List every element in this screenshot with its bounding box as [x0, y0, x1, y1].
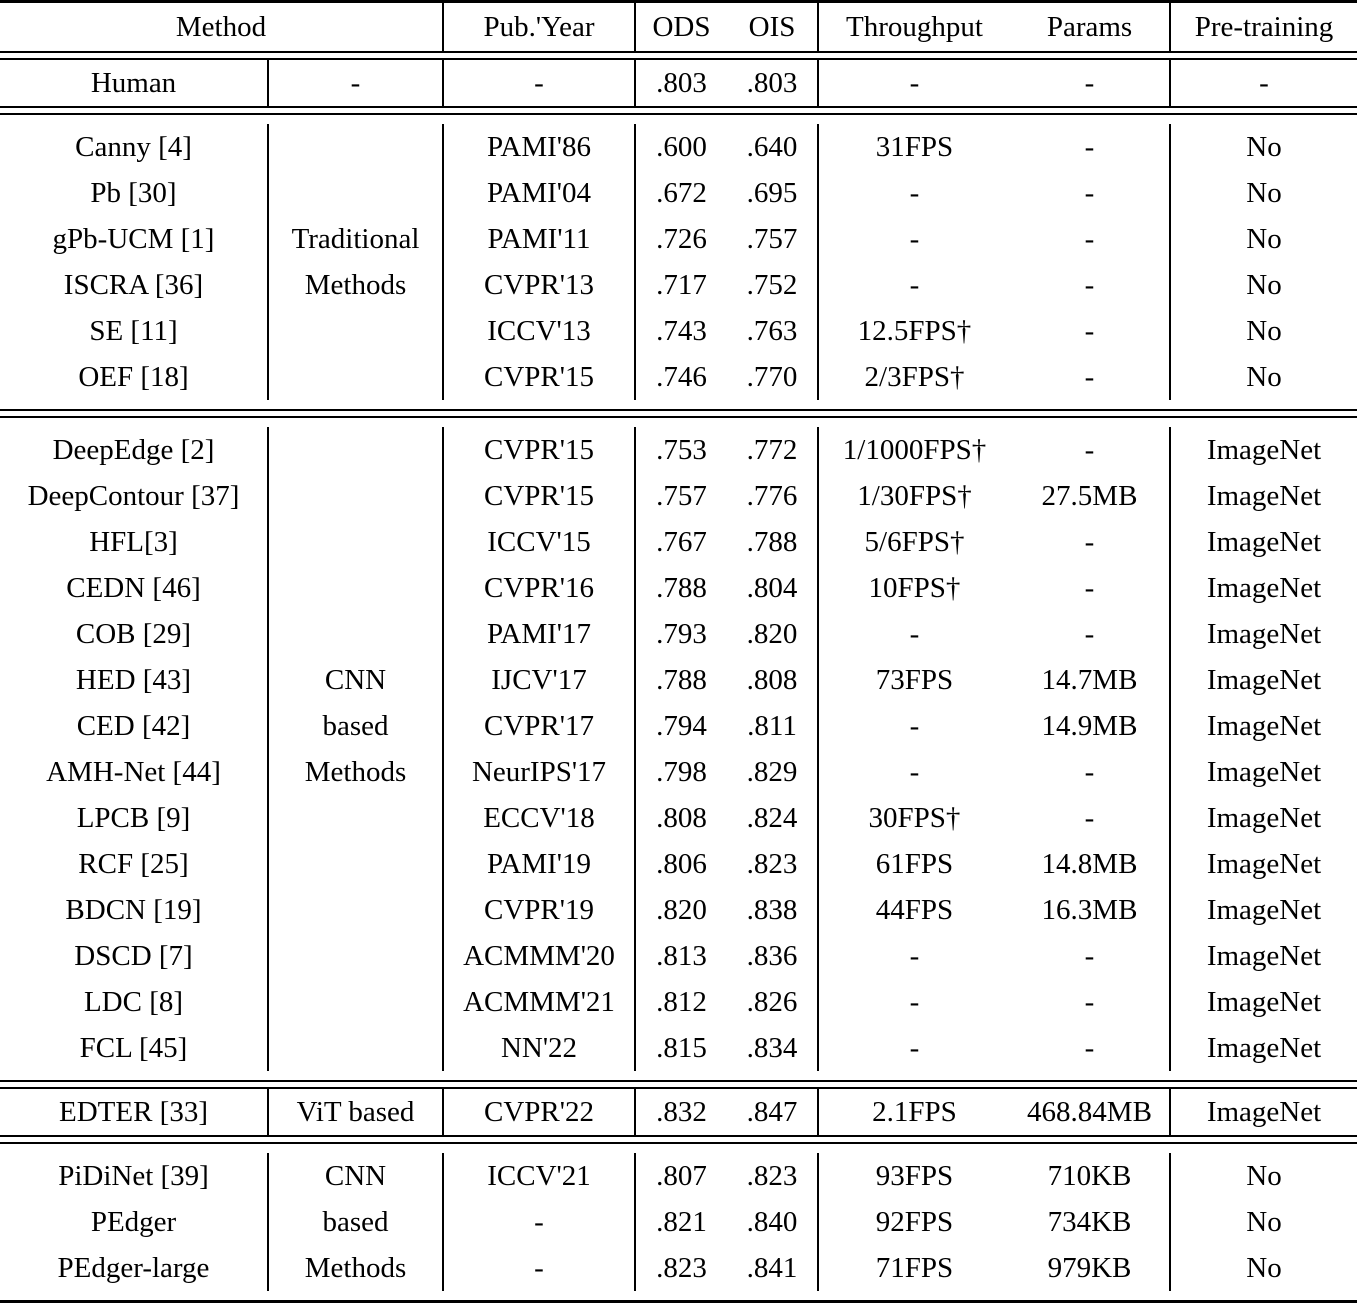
cell-category-empty	[268, 565, 443, 611]
cell-pretraining: No	[1170, 262, 1357, 308]
cell-pub-year: PAMI'04	[443, 170, 635, 216]
cell-pub-year: IJCV'17	[443, 657, 635, 703]
cell-ods: .808	[635, 795, 727, 841]
cell-method: CEDN [46]	[0, 565, 268, 611]
cell-params: -	[1010, 795, 1170, 841]
header-bottom-rule	[0, 52, 1357, 59]
cell-ods: .717	[635, 262, 727, 308]
cell-throughput: -	[818, 170, 1010, 216]
cell-method: DeepContour [37]	[0, 473, 268, 519]
cell-method: OEF [18]	[0, 354, 268, 400]
cell-throughput: -	[818, 1025, 1010, 1071]
cell-ois: .840	[727, 1199, 818, 1245]
cell-params: -	[1010, 427, 1170, 473]
cell-params: 468.84MB	[1010, 1088, 1170, 1136]
table-row	[0, 565, 1357, 611]
table-row	[0, 657, 1357, 703]
cell-ois: .829	[727, 749, 818, 795]
rule-cell	[0, 107, 1357, 114]
cell-pub-year: -	[443, 1199, 635, 1245]
cell-category: Methods	[268, 262, 443, 308]
cell-ois: .757	[727, 216, 818, 262]
cell-params: 734KB	[1010, 1199, 1170, 1245]
cell-pretraining: ImageNet	[1170, 519, 1357, 565]
cell-throughput: 10FPS†	[818, 565, 1010, 611]
cell-pub-year: CVPR'19	[443, 887, 635, 933]
cell-ods: .672	[635, 170, 727, 216]
cell-category: CNN	[268, 1153, 443, 1199]
cell-method: DeepEdge [2]	[0, 427, 268, 473]
table-row	[0, 611, 1357, 657]
cell-category: Traditional	[268, 216, 443, 262]
table-row	[0, 473, 1357, 519]
cell-pretraining: ImageNet	[1170, 657, 1357, 703]
cell-params: -	[1010, 749, 1170, 795]
cell-pretraining: No	[1170, 1245, 1357, 1291]
cell-category: based	[268, 703, 443, 749]
cell-params: 710KB	[1010, 1153, 1170, 1199]
cell-ois: .772	[727, 427, 818, 473]
cell-method: CED [42]	[0, 703, 268, 749]
cell-ods: .753	[635, 427, 727, 473]
cell-category-empty	[268, 170, 443, 216]
cell-ods: .743	[635, 308, 727, 354]
cell-params: 16.3MB	[1010, 887, 1170, 933]
table-row	[0, 1153, 1357, 1199]
cell-throughput: 2/3FPS†	[818, 354, 1010, 400]
cell-throughput: -	[818, 979, 1010, 1025]
cell-pretraining: ImageNet	[1170, 933, 1357, 979]
cell-ods: .600	[635, 124, 727, 170]
column-header-ods: ODS	[635, 3, 727, 52]
cell-ois: .788	[727, 519, 818, 565]
cell-method: LDC [8]	[0, 979, 268, 1025]
cell-ois: .770	[727, 354, 818, 400]
cell-method: HFL[3]	[0, 519, 268, 565]
cell-category: Methods	[268, 1245, 443, 1291]
cell-category-empty	[268, 841, 443, 887]
cell-method: AMH-Net [44]	[0, 749, 268, 795]
cell-ods: .813	[635, 933, 727, 979]
cell-pretraining: No	[1170, 354, 1357, 400]
column-header-pretraining: Pre-training	[1170, 3, 1357, 52]
cell-ois: .763	[727, 308, 818, 354]
cell-throughput: 1/1000FPS†	[818, 427, 1010, 473]
cell-method: LPCB [9]	[0, 795, 268, 841]
cell-ods: .807	[635, 1153, 727, 1199]
cell-throughput: -	[818, 703, 1010, 749]
cell-pub-year: CVPR'13	[443, 262, 635, 308]
cell-pub-year: CVPR'15	[443, 354, 635, 400]
cell-ois: .803	[727, 59, 818, 107]
cell-method: Pb [30]	[0, 170, 268, 216]
cell-ods: .821	[635, 1199, 727, 1245]
rule-cell	[0, 1143, 1357, 1153]
cell-params: -	[1010, 1025, 1170, 1071]
cell-method: EDTER [33]	[0, 1088, 268, 1136]
cell-throughput: 1/30FPS†	[818, 473, 1010, 519]
cell-pretraining: No	[1170, 170, 1357, 216]
table-row	[0, 979, 1357, 1025]
cell-ois: .752	[727, 262, 818, 308]
cell-method: BDCN [19]	[0, 887, 268, 933]
cell-ods: .806	[635, 841, 727, 887]
cell-pretraining: No	[1170, 216, 1357, 262]
cell-method: ISCRA [36]	[0, 262, 268, 308]
cell-category-empty	[268, 354, 443, 400]
rule-cell	[0, 1071, 1357, 1081]
cell-category: CNN	[268, 657, 443, 703]
column-header-ois: OIS	[727, 3, 818, 52]
cell-pub-year: ECCV'18	[443, 795, 635, 841]
column-header-method: Method	[0, 3, 443, 52]
rule-cell	[0, 114, 1357, 124]
cell-ods: .726	[635, 216, 727, 262]
cell-method: SE [11]	[0, 308, 268, 354]
cell-ois: .834	[727, 1025, 818, 1071]
cell-ods: .757	[635, 473, 727, 519]
cell-pub-year: CVPR'15	[443, 427, 635, 473]
cell-ois: .820	[727, 611, 818, 657]
group-bottom-gap-cnn	[0, 1071, 1357, 1081]
cell-pub-year: -	[443, 59, 635, 107]
cell-pretraining: ImageNet	[1170, 473, 1357, 519]
cell-pretraining: ImageNet	[1170, 565, 1357, 611]
cell-ois: .823	[727, 841, 818, 887]
cell-category: ViT based	[268, 1088, 443, 1136]
cell-category-empty	[268, 611, 443, 657]
cell-params: 14.9MB	[1010, 703, 1170, 749]
cell-ods: .798	[635, 749, 727, 795]
cell-throughput: -	[818, 216, 1010, 262]
table-row	[0, 841, 1357, 887]
cell-params: -	[1010, 611, 1170, 657]
cell-ois: .808	[727, 657, 818, 703]
cell-category-empty	[268, 124, 443, 170]
cell-params: -	[1010, 979, 1170, 1025]
group-separator-traditional	[0, 410, 1357, 417]
cell-ods: .832	[635, 1088, 727, 1136]
cell-pub-year: CVPR'17	[443, 703, 635, 749]
cell-pub-year: ICCV'13	[443, 308, 635, 354]
cell-method: Canny [4]	[0, 124, 268, 170]
cell-pretraining: ImageNet	[1170, 795, 1357, 841]
cell-method: gPb-UCM [1]	[0, 216, 268, 262]
cell-throughput: 93FPS	[818, 1153, 1010, 1199]
rule-cell	[0, 400, 1357, 410]
table-row	[0, 354, 1357, 400]
cell-params: -	[1010, 170, 1170, 216]
cell-pub-year: ICCV'15	[443, 519, 635, 565]
cell-pretraining: ImageNet	[1170, 611, 1357, 657]
cell-category-empty	[268, 979, 443, 1025]
table-row	[0, 1025, 1357, 1071]
cell-pretraining: ImageNet	[1170, 427, 1357, 473]
group-top-gap-cnn	[0, 417, 1357, 427]
cell-throughput: 5/6FPS†	[818, 519, 1010, 565]
cell-throughput: 71FPS	[818, 1245, 1010, 1291]
group-top-gap-traditional	[0, 114, 1357, 124]
cell-pub-year: -	[443, 1245, 635, 1291]
cell-pub-year: NN'22	[443, 1025, 635, 1071]
cell-throughput: -	[818, 933, 1010, 979]
table-row	[0, 216, 1357, 262]
cell-ois: .804	[727, 565, 818, 611]
table-row	[0, 262, 1357, 308]
cell-pretraining: ImageNet	[1170, 887, 1357, 933]
table-row	[0, 933, 1357, 979]
cell-pub-year: PAMI'11	[443, 216, 635, 262]
cell-category: Methods	[268, 749, 443, 795]
group-separator-vit	[0, 1136, 1357, 1143]
cell-throughput: 31FPS	[818, 124, 1010, 170]
cell-throughput: 61FPS	[818, 841, 1010, 887]
cell-category-empty	[268, 308, 443, 354]
cell-throughput: 73FPS	[818, 657, 1010, 703]
table-header-row	[0, 3, 1357, 52]
cell-pretraining: No	[1170, 308, 1357, 354]
cell-category-empty	[268, 933, 443, 979]
table-row	[0, 1088, 1357, 1136]
group-bottom-gap-ours	[0, 1291, 1357, 1302]
cell-ods: .746	[635, 354, 727, 400]
cell-params: -	[1010, 216, 1170, 262]
table-row	[0, 795, 1357, 841]
cell-ois: .695	[727, 170, 818, 216]
cell-throughput: -	[818, 749, 1010, 795]
cell-ois: .640	[727, 124, 818, 170]
cell-ois: .824	[727, 795, 818, 841]
cell-category-empty	[268, 887, 443, 933]
table-row	[0, 1245, 1357, 1291]
cell-params: 979KB	[1010, 1245, 1170, 1291]
cell-ods: .812	[635, 979, 727, 1025]
table-row	[0, 59, 1357, 107]
cell-throughput: 44FPS	[818, 887, 1010, 933]
cell-method: FCL [45]	[0, 1025, 268, 1071]
cell-ois: .823	[727, 1153, 818, 1199]
cell-params: -	[1010, 308, 1170, 354]
cell-category-empty	[268, 795, 443, 841]
table-row	[0, 519, 1357, 565]
cell-throughput: 30FPS†	[818, 795, 1010, 841]
cell-throughput: -	[818, 262, 1010, 308]
table-row	[0, 703, 1357, 749]
cell-ois: .847	[727, 1088, 818, 1136]
cell-pub-year: PAMI'19	[443, 841, 635, 887]
cell-method: PEdger-large	[0, 1245, 268, 1291]
cell-pub-year: NeurIPS'17	[443, 749, 635, 795]
cell-params: -	[1010, 262, 1170, 308]
table-row	[0, 887, 1357, 933]
cell-throughput: 12.5FPS†	[818, 308, 1010, 354]
cell-ois: .811	[727, 703, 818, 749]
cell-method: DSCD [7]	[0, 933, 268, 979]
cell-pub-year: CVPR'16	[443, 565, 635, 611]
column-header-throughput: Throughput	[818, 3, 1010, 52]
cell-pretraining: No	[1170, 1153, 1357, 1199]
cell-pretraining: No	[1170, 1199, 1357, 1245]
cell-category-empty	[268, 519, 443, 565]
rule-cell	[0, 1081, 1357, 1088]
cell-ods: .823	[635, 1245, 727, 1291]
column-header-params: Params	[1010, 3, 1170, 52]
cell-method: RCF [25]	[0, 841, 268, 887]
group-separator-cnn	[0, 1081, 1357, 1088]
cell-category: -	[268, 59, 443, 107]
cell-throughput: 2.1FPS	[818, 1088, 1010, 1136]
cell-method: Human	[0, 59, 268, 107]
cell-pub-year: PAMI'86	[443, 124, 635, 170]
cell-params: -	[1010, 59, 1170, 107]
cell-ods: .793	[635, 611, 727, 657]
cell-pub-year: ACMMM'21	[443, 979, 635, 1025]
cell-params: 14.7MB	[1010, 657, 1170, 703]
rule-cell	[0, 1136, 1357, 1143]
rule-cell	[0, 1291, 1357, 1302]
cell-pretraining: ImageNet	[1170, 1088, 1357, 1136]
cell-method: PEdger	[0, 1199, 268, 1245]
table-row	[0, 170, 1357, 216]
cell-ois: .836	[727, 933, 818, 979]
group-separator-human	[0, 107, 1357, 114]
cell-ods: .820	[635, 887, 727, 933]
cell-params: -	[1010, 565, 1170, 611]
table-row	[0, 308, 1357, 354]
cell-method: HED [43]	[0, 657, 268, 703]
cell-throughput: -	[818, 611, 1010, 657]
rule-cell	[0, 410, 1357, 417]
cell-category-empty	[268, 1025, 443, 1071]
cell-ods: .767	[635, 519, 727, 565]
cell-ois: .841	[727, 1245, 818, 1291]
benchmark-table-body	[0, 2, 1357, 1303]
cell-ods: .803	[635, 59, 727, 107]
cell-pub-year: CVPR'15	[443, 473, 635, 519]
cell-params: -	[1010, 354, 1170, 400]
column-header-pub-year: Pub.'Year	[443, 3, 635, 52]
cell-pretraining: ImageNet	[1170, 979, 1357, 1025]
cell-ois: .826	[727, 979, 818, 1025]
cell-pretraining: ImageNet	[1170, 703, 1357, 749]
group-bottom-gap-traditional	[0, 400, 1357, 410]
cell-method: PiDiNet [39]	[0, 1153, 268, 1199]
cell-ods: .788	[635, 565, 727, 611]
cell-pub-year: PAMI'17	[443, 611, 635, 657]
cell-category-empty	[268, 427, 443, 473]
cell-pub-year: ACMMM'20	[443, 933, 635, 979]
cell-params: -	[1010, 124, 1170, 170]
cell-ois: .776	[727, 473, 818, 519]
cell-ods: .815	[635, 1025, 727, 1071]
cell-pretraining: ImageNet	[1170, 749, 1357, 795]
rule-cell	[0, 417, 1357, 427]
table-row	[0, 749, 1357, 795]
cell-params: -	[1010, 519, 1170, 565]
cell-params: 27.5MB	[1010, 473, 1170, 519]
cell-throughput: 92FPS	[818, 1199, 1010, 1245]
cell-pub-year: ICCV'21	[443, 1153, 635, 1199]
cell-method: COB [29]	[0, 611, 268, 657]
cell-ois: .838	[727, 887, 818, 933]
cell-pretraining: ImageNet	[1170, 1025, 1357, 1071]
cell-pub-year: CVPR'22	[443, 1088, 635, 1136]
rule-cell	[0, 52, 1357, 59]
cell-pretraining: No	[1170, 124, 1357, 170]
group-top-gap-ours	[0, 1143, 1357, 1153]
cell-category: based	[268, 1199, 443, 1245]
cell-pretraining: -	[1170, 59, 1357, 107]
cell-throughput: -	[818, 59, 1010, 107]
cell-ods: .788	[635, 657, 727, 703]
cell-pretraining: ImageNet	[1170, 841, 1357, 887]
cell-ods: .794	[635, 703, 727, 749]
table-row	[0, 427, 1357, 473]
cell-params: 14.8MB	[1010, 841, 1170, 887]
table-row	[0, 124, 1357, 170]
table-row	[0, 1199, 1357, 1245]
cell-category-empty	[268, 473, 443, 519]
cell-params: -	[1010, 933, 1170, 979]
